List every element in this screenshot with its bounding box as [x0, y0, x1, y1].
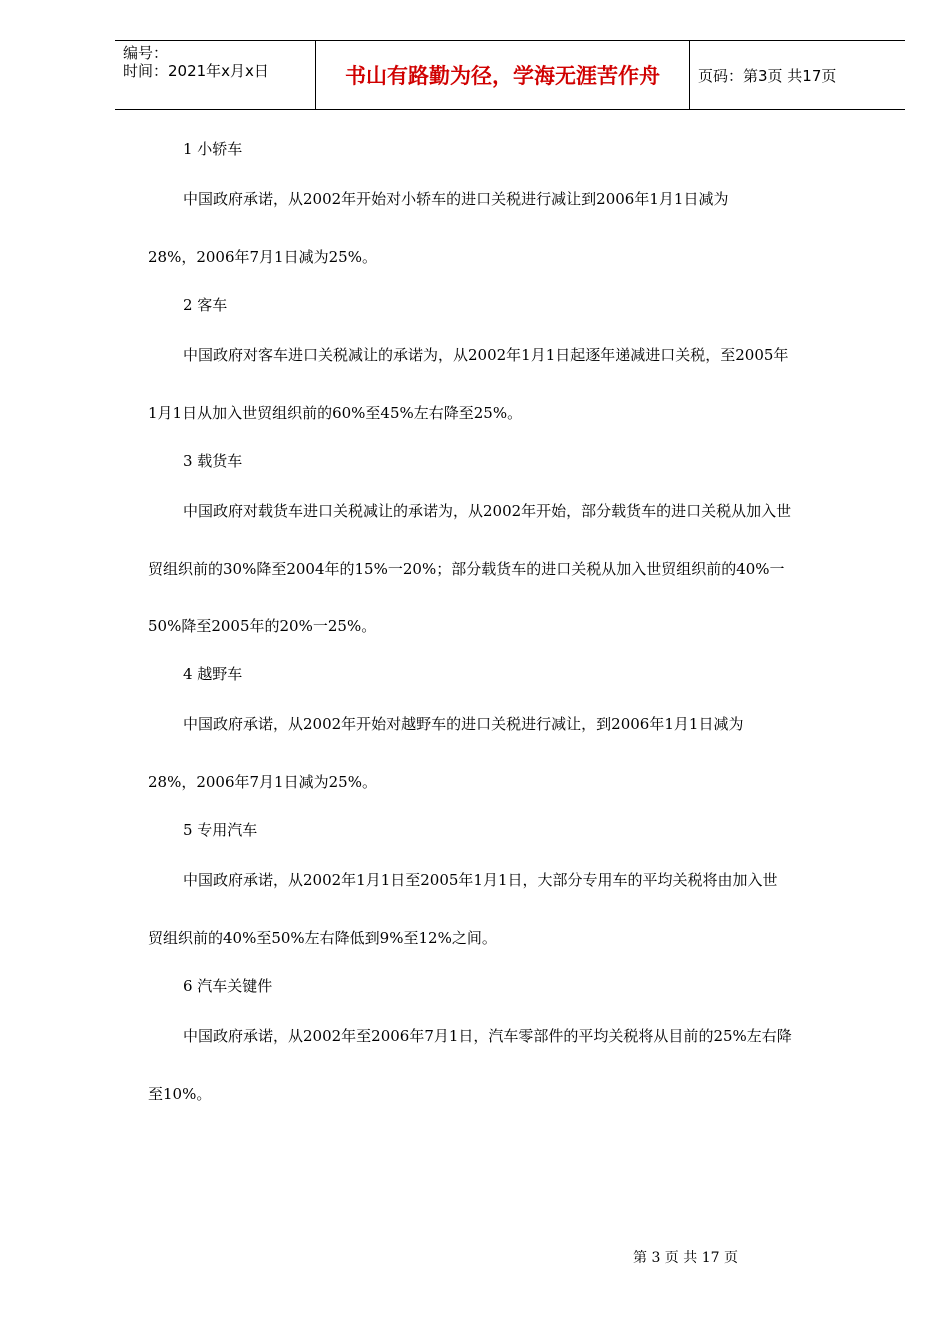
section-paragraph-line: 中国政府承诺，从2002年开始对小轿车的进口关税进行减让到2006年1月1日减为 — [183, 190, 729, 208]
section-paragraph-line: 贸组织前的40%至50%左右降低到9%至12%之间。 — [148, 929, 497, 947]
section-paragraph-line: 至10%。 — [148, 1085, 212, 1103]
section-paragraph-line: 中国政府对载货车进口关税减让的承诺为，从2002年开始，部分载货车的进口关税从加入世 — [183, 502, 792, 520]
section-paragraph-line: 中国政府承诺，从2002年至2006年7月1日，汽车零部件的平均关税将从目前的25%左右降 — [183, 1027, 792, 1045]
section-paragraph-line: 中国政府承诺，从2002年1月1日至2005年1月1日，大部分专用车的平均关税将由加入世 — [183, 871, 778, 889]
section-paragraph-line: 28%，2006年7月1日减为25%。 — [148, 248, 377, 266]
section-paragraph-line: 28%，2006年7月1日减为25%。 — [148, 773, 377, 791]
header-motto: 书山有路勤为径，学海无涯苦作舟 — [315, 41, 690, 109]
section-paragraph-line: 50%降至2005年的20%一25%。 — [148, 617, 377, 635]
page-footer: 第 3 页 共 17 页 — [633, 1250, 738, 1266]
number-label: 编号： — [123, 44, 169, 62]
page-header — [115, 40, 905, 110]
section-heading: 4 越野车 — [183, 665, 243, 683]
header-meta — [115, 41, 315, 109]
header-page-info: 页码：第3页 共17页 — [698, 66, 837, 85]
section-paragraph-line: 中国政府对客车进口关税减让的承诺为，从2002年1月1日起逐年递减进口关税，至2005年 — [183, 346, 789, 364]
section-heading: 5 专用汽车 — [183, 821, 258, 839]
section-heading: 2 客车 — [183, 296, 228, 314]
section-heading: 3 载货车 — [183, 452, 243, 470]
section-paragraph-line: 1月1日从加入世贸组织前的60%至45%左右降至25%。 — [148, 404, 523, 422]
time-label: 时间：2021年x月x日 — [123, 62, 269, 80]
section-heading: 6 汽车关键件 — [183, 977, 273, 995]
section-paragraph-line: 中国政府承诺，从2002年开始对越野车的进口关税进行减让，到2006年1月1日减为 — [183, 715, 744, 733]
section-heading: 1 小轿车 — [183, 140, 243, 158]
section-paragraph-line: 贸组织前的30%降至2004年的15%一20%；部分载货车的进口关税从加入世贸组织前的40%一 — [148, 560, 785, 578]
